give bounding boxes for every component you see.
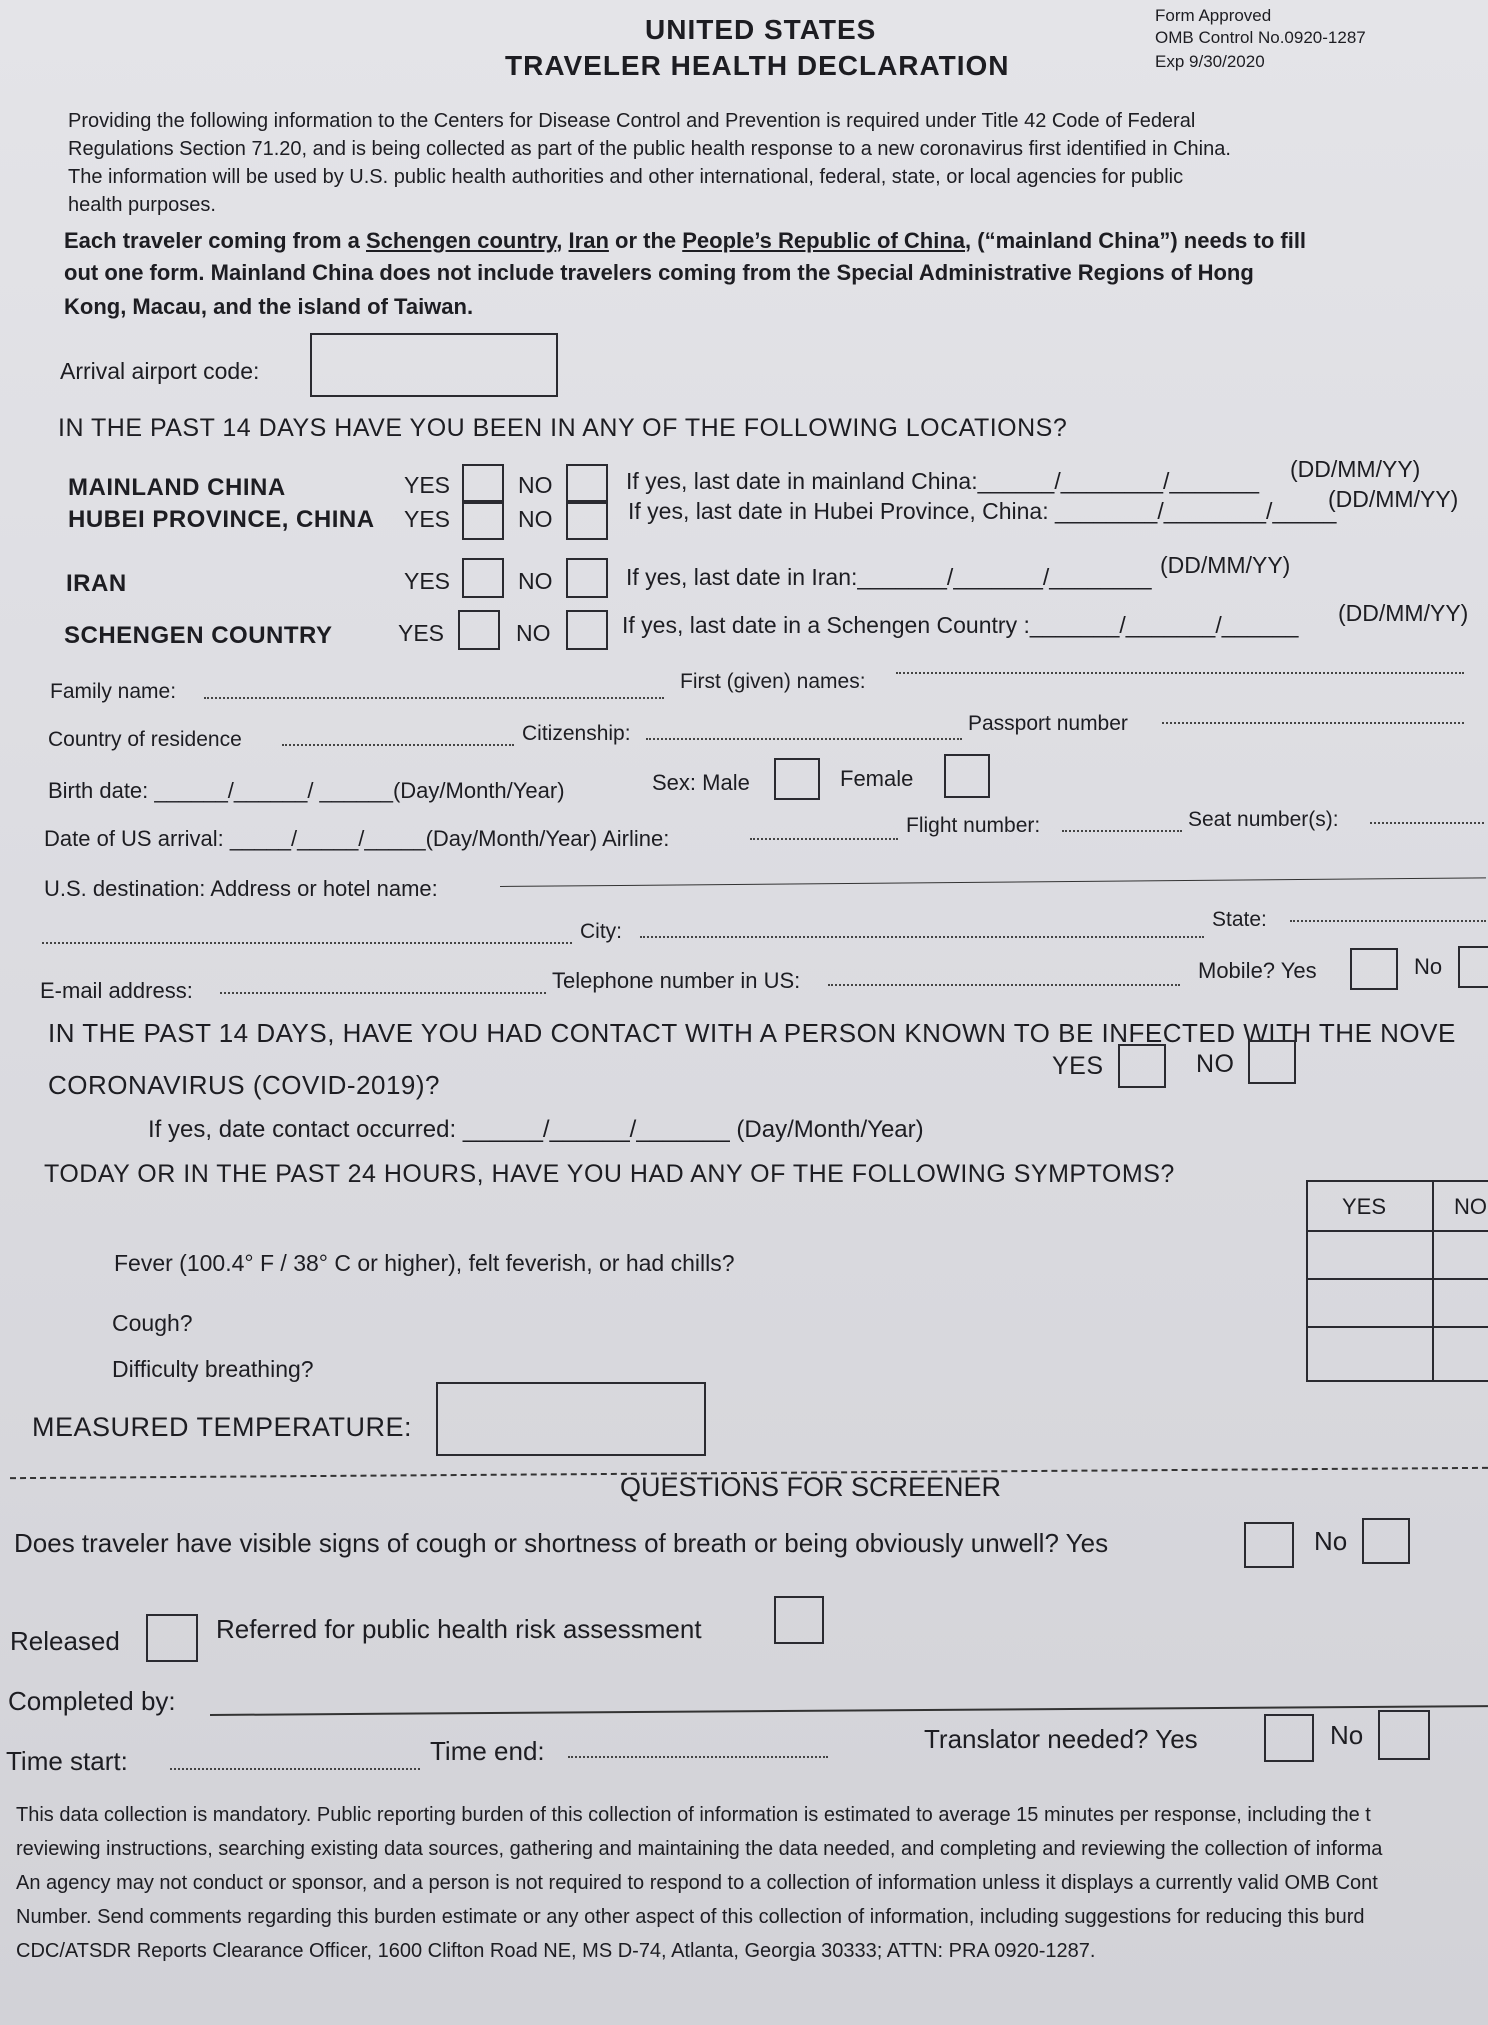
footer-line-3: An agency may not conduct or sponsor, and a person is not required to respond to a collection of information unless it displays a currently valid OMB Cont (16, 1872, 1378, 1894)
time-start-label: Time start: (6, 1746, 128, 1776)
contact-yes-label: YES (1052, 1052, 1104, 1080)
contact-date-prompt: If yes, date contact occurred: ______/______/_______ (Day/Month/Year) (148, 1116, 924, 1143)
first-names-input[interactable] (896, 672, 1464, 674)
state-input[interactable] (1290, 920, 1486, 922)
unwell-no-label: No (1314, 1526, 1348, 1556)
schengen-link: Schengen country (366, 228, 557, 253)
mainland-date-prompt: If yes, last date in mainland China:______/________/_______ (626, 468, 1259, 494)
form-title-line2: TRAVELER HEALTH DECLARATION (505, 50, 1010, 81)
city-label: City: (580, 920, 622, 943)
first-names-label: First (given) names: (680, 670, 866, 693)
iran-label: IRAN (66, 570, 127, 597)
contact-no-checkbox[interactable] (1248, 1040, 1296, 1084)
footer-line-2: reviewing instructions, searching existing data sources, gathering and maintaining the data needed, and completing and reviewing the collection of informa (16, 1838, 1383, 1860)
breathing-symptom-label: Difficulty breathing? (112, 1356, 314, 1382)
seat-number-input[interactable] (1370, 822, 1484, 824)
iran-date-prompt: If yes, last date in Iran:_______/_______/________ (626, 564, 1152, 590)
schengen-date-format: (DD/MM/YY) (1338, 600, 1469, 626)
form-approved-label: Form Approved (1155, 6, 1272, 25)
expiration-date: Exp 9/30/2020 (1155, 52, 1265, 71)
fever-yes-cell[interactable] (1308, 1232, 1430, 1276)
iran-no-checkbox[interactable] (566, 558, 608, 598)
translator-needed-label: Translator needed? Yes (924, 1724, 1198, 1754)
schengen-date-prompt: If yes, last date in a Schengen Country :_______/_______/______ (622, 612, 1299, 638)
translator-no-checkbox[interactable] (1378, 1710, 1430, 1760)
iran-no-label: NO (518, 568, 553, 594)
form-title-line1: UNITED STATES (645, 14, 877, 45)
iran-date-format: (DD/MM/YY) (1160, 552, 1291, 578)
hubei-date-prompt: If yes, last date in Hubei Province, China: ________/________/_____ (628, 498, 1337, 524)
us-telephone-label: Telephone number in US: (552, 968, 801, 993)
country-of-residence-input[interactable] (282, 744, 514, 746)
notice-line-1 (64, 228, 1306, 254)
hubei-yes-checkbox[interactable] (462, 500, 504, 540)
state-label: State: (1212, 908, 1267, 931)
omb-control-number: OMB Control No.0920-1287 (1155, 28, 1366, 47)
contact-yes-checkbox[interactable] (1118, 1044, 1166, 1088)
measured-temperature-label: MEASURED TEMPERATURE: (32, 1412, 413, 1442)
symptoms-no-header: NO (1454, 1194, 1487, 1219)
country-of-residence-label: Country of residence (48, 728, 242, 751)
intro-line-3: The information will be used by U.S. public health authorities and other international, federal, state, or local agencies for public (68, 166, 1184, 188)
us-telephone-input[interactable] (828, 984, 1180, 986)
released-checkbox[interactable] (146, 1614, 198, 1662)
mainland-yes-checkbox[interactable] (462, 464, 504, 504)
sex-male-label: Sex: Male (652, 770, 750, 795)
mobile-no-checkbox[interactable] (1458, 946, 1488, 988)
passport-number-input[interactable] (1162, 722, 1464, 724)
completed-by-label: Completed by: (8, 1686, 176, 1716)
cough-no-cell[interactable] (1434, 1280, 1488, 1324)
iran-yes-checkbox[interactable] (462, 558, 504, 598)
unwell-no-checkbox[interactable] (1362, 1518, 1410, 1564)
contact-question-line-2: CORONAVIRUS (COVID-2019)? (48, 1070, 440, 1100)
fever-symptom-label: Fever (100.4° F / 38° C or higher), felt feverish, or had chills? (114, 1250, 735, 1276)
us-destination-input[interactable] (500, 877, 1486, 887)
email-label: E-mail address: (40, 978, 193, 1003)
notice-line-2: out one form. Mainland China does not include travelers coming from the Special Administrative Regions of Hong (64, 260, 1254, 285)
notice-or-the: or the (608, 228, 683, 253)
intro-line-1: Providing the following information to the Centers for Disease Control and Prevention is required under Title 42 Code of Federal (68, 110, 1196, 132)
hubei-no-label: NO (518, 506, 553, 532)
contact-question-line-1: IN THE PAST 14 DAYS, HAVE YOU HAD CONTACT WITH A PERSON KNOWN TO BE INFECTED WITH THE NOVE (48, 1018, 1456, 1048)
arrival-airport-input[interactable] (310, 333, 558, 397)
flight-number-label: Flight number: (906, 814, 1041, 837)
measured-temperature-input[interactable] (436, 1382, 706, 1456)
contact-no-label: NO (1196, 1050, 1235, 1078)
mainland-china-label: MAINLAND CHINA (68, 474, 286, 501)
iran-yes-label: YES (404, 568, 451, 594)
hubei-date-format: (DD/MM/YY) (1328, 486, 1459, 512)
city-input[interactable] (640, 936, 1204, 938)
intro-line-2: Regulations Section 71.20, and is being collected as part of the public health response to a new coronavirus first identified in China. (68, 138, 1231, 160)
notice-text-a: Each traveler coming from a (64, 228, 366, 253)
breathing-no-cell[interactable] (1434, 1328, 1488, 1378)
arrival-airport-label: Arrival airport code: (60, 358, 260, 384)
breathing-yes-cell[interactable] (1308, 1328, 1430, 1378)
mainland-date-format: (DD/MM/YY) (1290, 456, 1421, 482)
schengen-yes-label: YES (398, 620, 445, 646)
footer-line-5: CDC/ATSDR Reports Clearance Officer, 1600 Clifton Road NE, MS D-74, Atlanta, Georgia 30333; ATTN: PRA 0920-1287. (16, 1940, 1096, 1962)
citizenship-label: Citizenship: (522, 722, 631, 745)
destination-line-2-input[interactable] (42, 942, 572, 944)
screener-title: QUESTIONS FOR SCREENER (620, 1472, 1002, 1502)
passport-number-label: Passport number (968, 712, 1128, 735)
schengen-country-label: SCHENGEN COUNTRY (64, 622, 333, 649)
female-label: Female (840, 766, 914, 791)
iran-link: Iran (568, 228, 609, 253)
unwell-yes-checkbox[interactable] (1244, 1522, 1294, 1568)
family-name-label: Family name: (50, 680, 177, 703)
hubei-label: HUBEI PROVINCE, CHINA (68, 506, 375, 533)
time-end-label: Time end: (430, 1736, 545, 1766)
family-name-input[interactable] (204, 697, 664, 699)
hubei-yes-label: YES (404, 506, 451, 532)
footer-line-4: Number. Send comments regarding this burden estimate or any other aspect of this collection of information, including suggestions for reducing this burd (16, 1906, 1365, 1928)
symptoms-table (1306, 1180, 1488, 1382)
prc-link: People’s Republic of China (682, 228, 966, 253)
mainland-no-checkbox[interactable] (566, 464, 608, 504)
cough-yes-cell[interactable] (1308, 1280, 1430, 1324)
us-destination-label: U.S. destination: Address or hotel name: (44, 876, 438, 901)
schengen-yes-checkbox[interactable] (458, 610, 500, 650)
notice-line-3: Kong, Macau, and the island of Taiwan. (64, 294, 474, 319)
screener-question: Does traveler have visible signs of cough or shortness of breath or being obviously unwell? Yes (14, 1528, 1109, 1558)
female-checkbox[interactable] (944, 754, 990, 798)
symptoms-yes-header: YES (1342, 1194, 1387, 1219)
locations-question: IN THE PAST 14 DAYS HAVE YOU BEEN IN ANY OF THE FOLLOWING LOCATIONS? (58, 414, 1068, 442)
seat-number-label: Seat number(s): (1188, 808, 1339, 831)
footer-line-1: This data collection is mandatory. Public reporting burden of this collection of information is estimated to average 15 minutes per response, including the t (16, 1804, 1371, 1826)
time-start-input[interactable] (170, 1768, 420, 1770)
citizenship-input[interactable] (646, 738, 962, 740)
flight-number-input[interactable] (1062, 830, 1182, 832)
birth-date-prompt: Birth date: ______/______/ ______(Day/Month/Year) (48, 778, 565, 803)
referred-checkbox[interactable] (774, 1596, 824, 1644)
notice-text-b: , (“mainland China”) needs to fill (965, 228, 1307, 253)
translator-no-label: No (1330, 1720, 1364, 1750)
schengen-no-checkbox[interactable] (566, 610, 608, 650)
fever-no-cell[interactable] (1434, 1232, 1488, 1276)
notice-comma: , (556, 228, 569, 253)
mainland-yes-label: YES (404, 472, 451, 498)
mobile-yes-checkbox[interactable] (1350, 948, 1398, 990)
airline-input[interactable] (750, 838, 898, 840)
mobile-yes-label: Mobile? Yes (1198, 958, 1317, 983)
symptoms-question: TODAY OR IN THE PAST 24 HOURS, HAVE YOU HAD ANY OF THE FOLLOWING SYMPTOMS? (44, 1160, 1175, 1188)
arrival-date-prompt: Date of US arrival: _____/_____/_____(Day/Month/Year) Airline: (44, 826, 670, 851)
schengen-no-label: NO (516, 620, 551, 646)
mainland-no-label: NO (518, 472, 553, 498)
cough-symptom-label: Cough? (112, 1310, 193, 1336)
intro-line-4: health purposes. (68, 194, 216, 216)
translator-yes-checkbox[interactable] (1264, 1714, 1314, 1762)
mobile-no-label: No (1414, 954, 1443, 979)
referred-label: Referred for public health risk assessment (216, 1614, 702, 1644)
hubei-no-checkbox[interactable] (566, 500, 608, 540)
time-end-input[interactable] (568, 1756, 828, 1758)
email-input[interactable] (220, 992, 546, 994)
released-label: Released (10, 1626, 120, 1656)
male-checkbox[interactable] (774, 758, 820, 800)
